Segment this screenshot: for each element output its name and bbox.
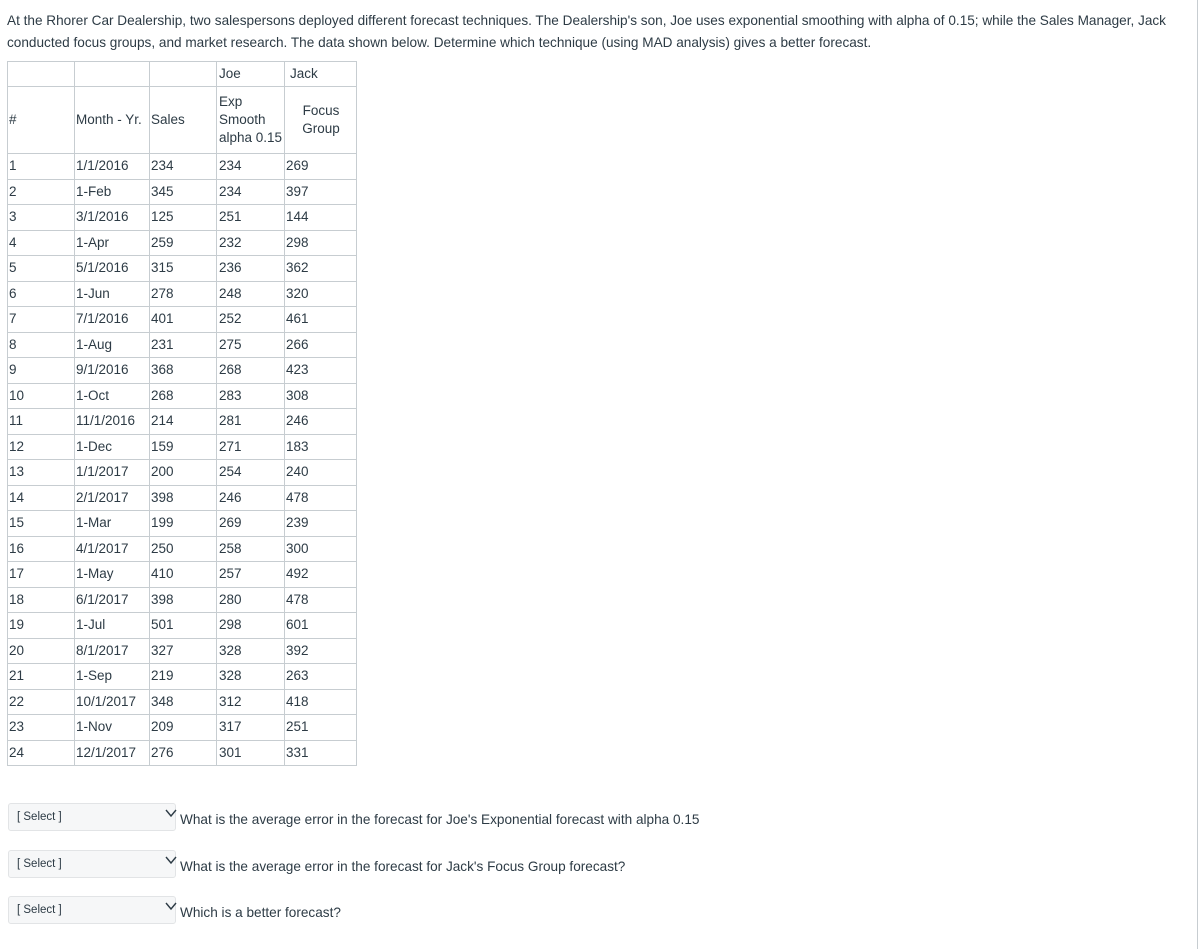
cell-number: 21 bbox=[8, 664, 75, 690]
header-sales: Sales bbox=[150, 87, 217, 154]
cell-joe-forecast: 271 bbox=[217, 434, 285, 460]
header-focus-group bbox=[285, 87, 357, 154]
cell-jack-forecast: 418 bbox=[285, 689, 357, 715]
header-line: Exp bbox=[219, 94, 243, 109]
cell-sales: 159 bbox=[150, 434, 217, 460]
cell-number: 13 bbox=[8, 460, 75, 486]
header-line: Smooth bbox=[219, 112, 266, 127]
table-row bbox=[8, 715, 357, 741]
group-header-cell bbox=[150, 62, 217, 87]
cell-month-year: 1-Oct bbox=[75, 383, 150, 409]
table-row bbox=[8, 358, 357, 384]
group-header-cell bbox=[75, 62, 150, 87]
chevron-down-icon bbox=[165, 808, 177, 818]
cell-joe-forecast: 269 bbox=[217, 511, 285, 537]
cell-month-year: 1/1/2017 bbox=[75, 460, 150, 486]
cell-joe-forecast: 257 bbox=[217, 562, 285, 588]
cell-number: 1 bbox=[8, 154, 75, 180]
problem-statement: At the Rhorer Car Dealership, two salespersons deployed different forecast techniques. The Dealership's son, Joe uses exponential smoothing with alpha of 0.15; while the Sales Manager, Jack conducted focus groups, and market research. The data shown below. Determine which technique (using MAD analysis) gives a better forecast. bbox=[7, 13, 1166, 50]
cell-sales: 199 bbox=[150, 511, 217, 537]
cell-jack-forecast: 263 bbox=[285, 664, 357, 690]
cell-sales: 401 bbox=[150, 307, 217, 333]
cell-sales: 327 bbox=[150, 638, 217, 664]
cell-jack-forecast: 601 bbox=[285, 613, 357, 639]
cell-joe-forecast: 236 bbox=[217, 256, 285, 282]
cell-month-year: 1-Apr bbox=[75, 230, 150, 256]
cell-jack-forecast: 478 bbox=[285, 485, 357, 511]
cell-number: 9 bbox=[8, 358, 75, 384]
cell-jack-forecast: 144 bbox=[285, 205, 357, 231]
question-1 bbox=[8, 803, 1178, 833]
table-row bbox=[8, 256, 357, 282]
cell-jack-forecast: 392 bbox=[285, 638, 357, 664]
cell-sales: 234 bbox=[150, 154, 217, 180]
cell-joe-forecast: 234 bbox=[217, 179, 285, 205]
cell-month-year: 11/1/2016 bbox=[75, 409, 150, 435]
cell-sales: 200 bbox=[150, 460, 217, 486]
question-2 bbox=[8, 850, 1178, 880]
answer-select-1[interactable] bbox=[8, 803, 176, 831]
cell-joe-forecast: 280 bbox=[217, 587, 285, 613]
cell-month-year: 6/1/2017 bbox=[75, 587, 150, 613]
cell-joe-forecast: 275 bbox=[217, 332, 285, 358]
cell-number: 16 bbox=[8, 536, 75, 562]
cell-jack-forecast: 423 bbox=[285, 358, 357, 384]
table-row bbox=[8, 613, 357, 639]
cell-sales: 214 bbox=[150, 409, 217, 435]
table-header-row bbox=[8, 87, 357, 154]
cell-joe-forecast: 251 bbox=[217, 205, 285, 231]
question-text: Which is a better forecast? bbox=[180, 905, 341, 920]
cell-sales: 398 bbox=[150, 587, 217, 613]
cell-sales: 348 bbox=[150, 689, 217, 715]
cell-jack-forecast: 461 bbox=[285, 307, 357, 333]
cell-joe-forecast: 281 bbox=[217, 409, 285, 435]
table-row bbox=[8, 562, 357, 588]
cell-sales: 315 bbox=[150, 256, 217, 282]
cell-month-year: 8/1/2017 bbox=[75, 638, 150, 664]
cell-sales: 209 bbox=[150, 715, 217, 741]
table-row bbox=[8, 307, 357, 333]
group-header-joe: Joe bbox=[217, 62, 285, 87]
cell-month-year: 4/1/2017 bbox=[75, 536, 150, 562]
cell-number: 4 bbox=[8, 230, 75, 256]
cell-joe-forecast: 283 bbox=[217, 383, 285, 409]
cell-jack-forecast: 240 bbox=[285, 460, 357, 486]
cell-number: 20 bbox=[8, 638, 75, 664]
table-row bbox=[8, 664, 357, 690]
cell-number: 12 bbox=[8, 434, 75, 460]
table-row bbox=[8, 409, 357, 435]
cell-joe-forecast: 258 bbox=[217, 536, 285, 562]
table-row bbox=[8, 230, 357, 256]
header-exp-smooth bbox=[217, 87, 285, 154]
cell-number: 18 bbox=[8, 587, 75, 613]
cell-sales: 501 bbox=[150, 613, 217, 639]
cell-month-year: 1-Mar bbox=[75, 511, 150, 537]
cell-month-year: 10/1/2017 bbox=[75, 689, 150, 715]
table-row bbox=[8, 179, 357, 205]
cell-jack-forecast: 362 bbox=[285, 256, 357, 282]
cell-month-year: 3/1/2016 bbox=[75, 205, 150, 231]
header-number: # bbox=[8, 87, 75, 154]
header-line: alpha 0.15 bbox=[219, 130, 283, 145]
cell-number: 8 bbox=[8, 332, 75, 358]
table-row bbox=[8, 485, 357, 511]
cell-sales: 368 bbox=[150, 358, 217, 384]
cell-joe-forecast: 248 bbox=[217, 281, 285, 307]
table-row bbox=[8, 740, 357, 766]
cell-joe-forecast: 268 bbox=[217, 358, 285, 384]
forecast-table bbox=[7, 61, 357, 766]
cell-number: 19 bbox=[8, 613, 75, 639]
cell-month-year: 1-Feb bbox=[75, 179, 150, 205]
cell-number: 6 bbox=[8, 281, 75, 307]
cell-month-year: 9/1/2016 bbox=[75, 358, 150, 384]
cell-jack-forecast: 239 bbox=[285, 511, 357, 537]
cell-number: 23 bbox=[8, 715, 75, 741]
cell-sales: 250 bbox=[150, 536, 217, 562]
table-row bbox=[8, 511, 357, 537]
cell-number: 14 bbox=[8, 485, 75, 511]
cell-month-year: 1-Sep bbox=[75, 664, 150, 690]
cell-sales: 276 bbox=[150, 740, 217, 766]
cell-joe-forecast: 254 bbox=[217, 460, 285, 486]
cell-joe-forecast: 246 bbox=[217, 485, 285, 511]
cell-number: 3 bbox=[8, 205, 75, 231]
select-value: [ Select ] bbox=[17, 858, 62, 870]
select-value: [ Select ] bbox=[17, 904, 62, 916]
chevron-down-icon bbox=[165, 855, 177, 865]
cell-jack-forecast: 331 bbox=[285, 740, 357, 766]
answer-select-2[interactable] bbox=[8, 850, 176, 878]
cell-number: 15 bbox=[8, 511, 75, 537]
cell-month-year: 1/1/2016 bbox=[75, 154, 150, 180]
cell-sales: 268 bbox=[150, 383, 217, 409]
table-row bbox=[8, 332, 357, 358]
cell-joe-forecast: 312 bbox=[217, 689, 285, 715]
cell-joe-forecast: 301 bbox=[217, 740, 285, 766]
cell-jack-forecast: 320 bbox=[285, 281, 357, 307]
cell-sales: 410 bbox=[150, 562, 217, 588]
cell-number: 5 bbox=[8, 256, 75, 282]
cell-jack-forecast: 246 bbox=[285, 409, 357, 435]
table-row bbox=[8, 154, 357, 180]
cell-sales: 345 bbox=[150, 179, 217, 205]
cell-number: 11 bbox=[8, 409, 75, 435]
header-line: Group bbox=[302, 121, 340, 136]
header-month-year: Month - Yr. bbox=[75, 87, 150, 154]
table-group-header-row bbox=[8, 62, 357, 87]
table-row bbox=[8, 689, 357, 715]
cell-jack-forecast: 266 bbox=[285, 332, 357, 358]
cell-sales: 259 bbox=[150, 230, 217, 256]
cell-joe-forecast: 317 bbox=[217, 715, 285, 741]
header-line: Focus bbox=[302, 103, 340, 118]
table-row bbox=[8, 281, 357, 307]
cell-sales: 278 bbox=[150, 281, 217, 307]
question-3 bbox=[8, 896, 1178, 926]
group-header-cell bbox=[8, 62, 75, 87]
table-row bbox=[8, 383, 357, 409]
cell-month-year: 1-Aug bbox=[75, 332, 150, 358]
cell-month-year: 1-May bbox=[75, 562, 150, 588]
cell-number: 10 bbox=[8, 383, 75, 409]
group-header-jack: Jack bbox=[285, 62, 357, 87]
cell-sales: 125 bbox=[150, 205, 217, 231]
cell-joe-forecast: 298 bbox=[217, 613, 285, 639]
cell-jack-forecast: 251 bbox=[285, 715, 357, 741]
cell-number: 24 bbox=[8, 740, 75, 766]
cell-joe-forecast: 234 bbox=[217, 154, 285, 180]
cell-month-year: 1-Nov bbox=[75, 715, 150, 741]
question-text: What is the average error in the forecast for Joe's Exponential forecast with alpha 0.15 bbox=[180, 812, 700, 827]
table-row bbox=[8, 460, 357, 486]
cell-sales: 231 bbox=[150, 332, 217, 358]
question-text: What is the average error in the forecast for Jack's Focus Group forecast? bbox=[180, 859, 626, 874]
table-row bbox=[8, 638, 357, 664]
cell-joe-forecast: 232 bbox=[217, 230, 285, 256]
table-row bbox=[8, 434, 357, 460]
cell-jack-forecast: 397 bbox=[285, 179, 357, 205]
answer-select-3[interactable] bbox=[8, 896, 176, 924]
cell-month-year: 12/1/2017 bbox=[75, 740, 150, 766]
cell-jack-forecast: 298 bbox=[285, 230, 357, 256]
cell-jack-forecast: 478 bbox=[285, 587, 357, 613]
cell-joe-forecast: 328 bbox=[217, 638, 285, 664]
cell-jack-forecast: 492 bbox=[285, 562, 357, 588]
cell-number: 2 bbox=[8, 179, 75, 205]
cell-number: 22 bbox=[8, 689, 75, 715]
table-row bbox=[8, 205, 357, 231]
cell-month-year: 1-Jul bbox=[75, 613, 150, 639]
cell-month-year: 7/1/2016 bbox=[75, 307, 150, 333]
cell-joe-forecast: 328 bbox=[217, 664, 285, 690]
cell-month-year: 1-Jun bbox=[75, 281, 150, 307]
cell-sales: 398 bbox=[150, 485, 217, 511]
cell-jack-forecast: 308 bbox=[285, 383, 357, 409]
page-right-border bbox=[1197, 0, 1198, 949]
cell-month-year: 2/1/2017 bbox=[75, 485, 150, 511]
cell-jack-forecast: 269 bbox=[285, 154, 357, 180]
cell-joe-forecast: 252 bbox=[217, 307, 285, 333]
cell-jack-forecast: 183 bbox=[285, 434, 357, 460]
chevron-down-icon bbox=[165, 901, 177, 911]
cell-month-year: 1-Dec bbox=[75, 434, 150, 460]
cell-number: 7 bbox=[8, 307, 75, 333]
table-row bbox=[8, 536, 357, 562]
cell-number: 17 bbox=[8, 562, 75, 588]
cell-sales: 219 bbox=[150, 664, 217, 690]
cell-jack-forecast: 300 bbox=[285, 536, 357, 562]
select-value: [ Select ] bbox=[17, 811, 62, 823]
table-row bbox=[8, 587, 357, 613]
cell-month-year: 5/1/2016 bbox=[75, 256, 150, 282]
